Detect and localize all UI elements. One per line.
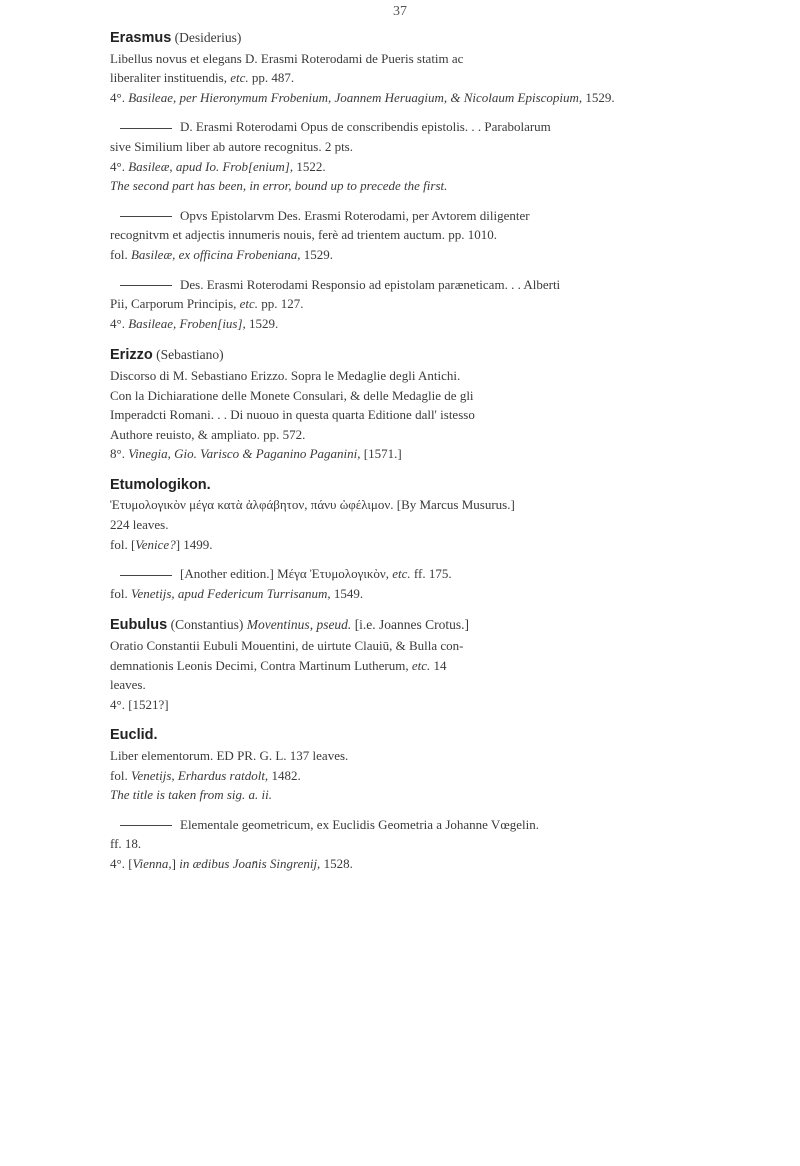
italic-text: etc. bbox=[411, 657, 431, 673]
entry-line bbox=[110, 746, 760, 766]
italic-text: Basileae, per Hieronymum Frobenium, Joannem Heruagium, & Nicolaum Episcopium, bbox=[128, 89, 583, 105]
text: 4°. bbox=[110, 158, 129, 174]
entry-line bbox=[110, 495, 760, 515]
author-real-name: [i.e. Joannes Crotus.] bbox=[351, 617, 470, 633]
text: 1522. bbox=[293, 158, 326, 174]
ditto-dash bbox=[120, 825, 172, 826]
entry-line bbox=[110, 564, 760, 584]
entry-line bbox=[110, 294, 760, 314]
italic-text: Venetijs, Erhardus ratdolt, bbox=[130, 767, 269, 783]
text: pp. 127. bbox=[258, 296, 304, 312]
italic-text: The second part has been, in error, bound up to precede the first. bbox=[110, 178, 448, 194]
entry-line bbox=[110, 636, 760, 656]
entry-line bbox=[110, 515, 760, 535]
text: [1571.] bbox=[360, 446, 402, 462]
text: Libellus novus et elegans D. Erasmi Roterodami de Pueris statim ac bbox=[110, 50, 464, 66]
text: Ἐτυμολογικὸν μέγα κατὰ ἀλφάβητον, πάνυ ὠφέλιμον. [By Marcus Musurus.] bbox=[110, 497, 515, 513]
entry-line bbox=[110, 225, 760, 245]
entry-line bbox=[110, 386, 760, 406]
text: Des. Erasmi Roterodami Responsio ad epistolam paræneticam. . . Alberti bbox=[180, 276, 561, 292]
catalogue-entry bbox=[110, 564, 760, 603]
text: Oratio Constantii Eubuli Mouentini, de uirtute Clauiū, & Bulla con- bbox=[110, 638, 464, 654]
text: 1529. bbox=[582, 89, 615, 105]
entry-line bbox=[110, 695, 760, 715]
catalogue-entry bbox=[110, 746, 760, 805]
text: 4°. bbox=[110, 315, 129, 331]
entry-line bbox=[110, 366, 760, 386]
italic-text: etc. bbox=[239, 296, 259, 312]
entry-line bbox=[110, 675, 760, 695]
text: Discorso di M. Sebastiano Erizzo. Sopra le Medaglie degli Antichi. bbox=[110, 367, 461, 383]
entry-line bbox=[110, 176, 760, 196]
entry-line bbox=[110, 405, 760, 425]
text: 1482. bbox=[268, 767, 301, 783]
text: Pii, Carporum Principis, bbox=[110, 296, 240, 312]
text: 1549. bbox=[330, 585, 364, 601]
author-name: Erasmus bbox=[110, 30, 172, 46]
text: pp. 487. bbox=[248, 70, 295, 86]
italic-text: Vinegia, Gio. Varisco & Paganino Paganini, bbox=[128, 446, 361, 462]
catalogue-entry bbox=[110, 206, 760, 265]
catalogue-section bbox=[110, 476, 760, 604]
text: 4°. [1521?] bbox=[110, 696, 169, 712]
page-number: 37 bbox=[393, 4, 407, 19]
italic-text: etc. bbox=[392, 566, 411, 582]
entry-line bbox=[110, 854, 760, 874]
text: ] 1499. bbox=[175, 536, 213, 552]
text: 1529. bbox=[300, 246, 334, 262]
text: Opvs Epistolarvm Des. Erasmi Roterodami, per Avtorem diligenter bbox=[180, 207, 530, 223]
text: Con la Dichiaratione delle Monete Consulari, & delle Medaglie de gli bbox=[110, 387, 474, 403]
entry-line bbox=[110, 766, 760, 786]
text: sive Similium liber ab autore recognitus. 2 pts. bbox=[110, 138, 353, 154]
text: 224 leaves. bbox=[110, 517, 169, 533]
entry-line bbox=[110, 584, 760, 604]
author-forename: (Desiderius) bbox=[171, 30, 242, 45]
entry-line bbox=[110, 656, 760, 676]
ditto-dash bbox=[120, 216, 172, 217]
ditto-dash bbox=[120, 128, 172, 129]
author-heading bbox=[110, 726, 760, 746]
ditto-dash bbox=[120, 575, 172, 576]
entry-line bbox=[110, 137, 760, 157]
text: Imperadcti Romani. . . Di nuouo in questa quarta Editione dall' istesso bbox=[110, 407, 475, 423]
entry-line bbox=[110, 49, 760, 69]
text: demnationis Leonis Decimi, Contra Martinum Lutherum, bbox=[110, 657, 412, 673]
entry-line bbox=[110, 68, 760, 88]
entry-line bbox=[110, 206, 760, 226]
text: 4°. bbox=[110, 89, 129, 105]
text: D. Erasmi Roterodami Opus de conscribendis epistolis. . . Parabolarum bbox=[180, 119, 551, 135]
entry-line bbox=[110, 88, 760, 108]
italic-text: Venetijs, apud Federicum Turrisanum, bbox=[130, 585, 331, 601]
text: fol. bbox=[110, 585, 131, 601]
text: liberaliter instituendis, bbox=[110, 70, 231, 86]
author-forename: (Constantius) bbox=[167, 617, 247, 633]
catalogue-section bbox=[110, 726, 760, 873]
text: fol. bbox=[110, 767, 131, 783]
italic-text: in ædibus Joan̄is Singrenij, bbox=[179, 855, 321, 871]
author-pseudonym: Moventinus, pseud. bbox=[246, 617, 352, 633]
italic-text: Basileae, Froben[ius], bbox=[128, 315, 246, 331]
author-name: Erizzo bbox=[110, 347, 153, 364]
catalogue-section bbox=[110, 345, 760, 464]
author-heading bbox=[110, 345, 760, 366]
entry-line bbox=[110, 834, 760, 854]
text: ff. 18. bbox=[110, 836, 142, 852]
text: Authore reuisto, & ampliato. pp. 572. bbox=[110, 426, 306, 442]
catalogue-section bbox=[110, 615, 760, 714]
text: 4°. [ bbox=[110, 855, 133, 871]
catalogue-entry bbox=[110, 117, 760, 195]
entry-line bbox=[110, 275, 760, 295]
text: [Another edition.] Μέγα Ἐτυμολογικὸν, bbox=[180, 566, 393, 582]
text: leaves. bbox=[110, 677, 146, 693]
catalogue-entry bbox=[110, 275, 760, 334]
catalogue-entry bbox=[110, 495, 760, 554]
entry-line bbox=[110, 245, 760, 265]
text: ] bbox=[171, 855, 180, 871]
catalogue-entry bbox=[110, 49, 760, 108]
text: 1529. bbox=[245, 315, 279, 331]
italic-text: etc. bbox=[230, 70, 249, 86]
entry-line bbox=[110, 815, 760, 835]
entry-line bbox=[110, 117, 760, 137]
entry-line bbox=[110, 157, 760, 177]
author-name: Euclid. bbox=[110, 727, 158, 744]
author-name: Eubulus bbox=[110, 617, 168, 634]
catalogue-section bbox=[110, 28, 760, 333]
entry-line bbox=[110, 444, 760, 464]
entry-line bbox=[110, 785, 760, 805]
text: 8°. bbox=[110, 446, 129, 462]
catalogue-entry bbox=[110, 815, 760, 874]
text: Elementale geometricum, ex Euclidis Geometria a Johanne Vœgelin. bbox=[180, 816, 539, 832]
italic-text: Basileæ, apud Io. Frob[enium], bbox=[128, 158, 294, 174]
entry-line bbox=[110, 314, 760, 334]
entry-line bbox=[110, 425, 760, 445]
italic-text: The title is taken from sig. a. ii. bbox=[110, 787, 273, 803]
italic-text: Vienna, bbox=[132, 855, 172, 871]
catalogue-entry bbox=[110, 366, 760, 464]
author-forename: (Sebastiano) bbox=[152, 347, 224, 363]
catalogue-entries bbox=[110, 28, 760, 874]
author-heading bbox=[110, 476, 760, 496]
italic-text: Basileæ, ex officina Frobeniana, bbox=[130, 246, 301, 262]
text: ff. 175. bbox=[410, 566, 452, 582]
author-heading bbox=[110, 28, 760, 49]
italic-text: Venice? bbox=[135, 536, 176, 552]
catalogue-entry bbox=[110, 636, 760, 714]
author-name: Etumologikon. bbox=[110, 476, 211, 493]
text: recognitvm et adjectis innumeris nouis, ferè ad trientem auctum. pp. 1010. bbox=[110, 227, 498, 243]
text: 14 bbox=[430, 657, 447, 673]
text: Liber elementorum. ED PR. G. L. 137 leaves. bbox=[110, 748, 349, 763]
text: 1528. bbox=[320, 855, 353, 871]
author-heading bbox=[110, 615, 760, 636]
text: fol. [ bbox=[110, 536, 136, 552]
entry-line bbox=[110, 535, 760, 555]
ditto-dash bbox=[120, 285, 172, 286]
text: fol. bbox=[110, 246, 131, 262]
